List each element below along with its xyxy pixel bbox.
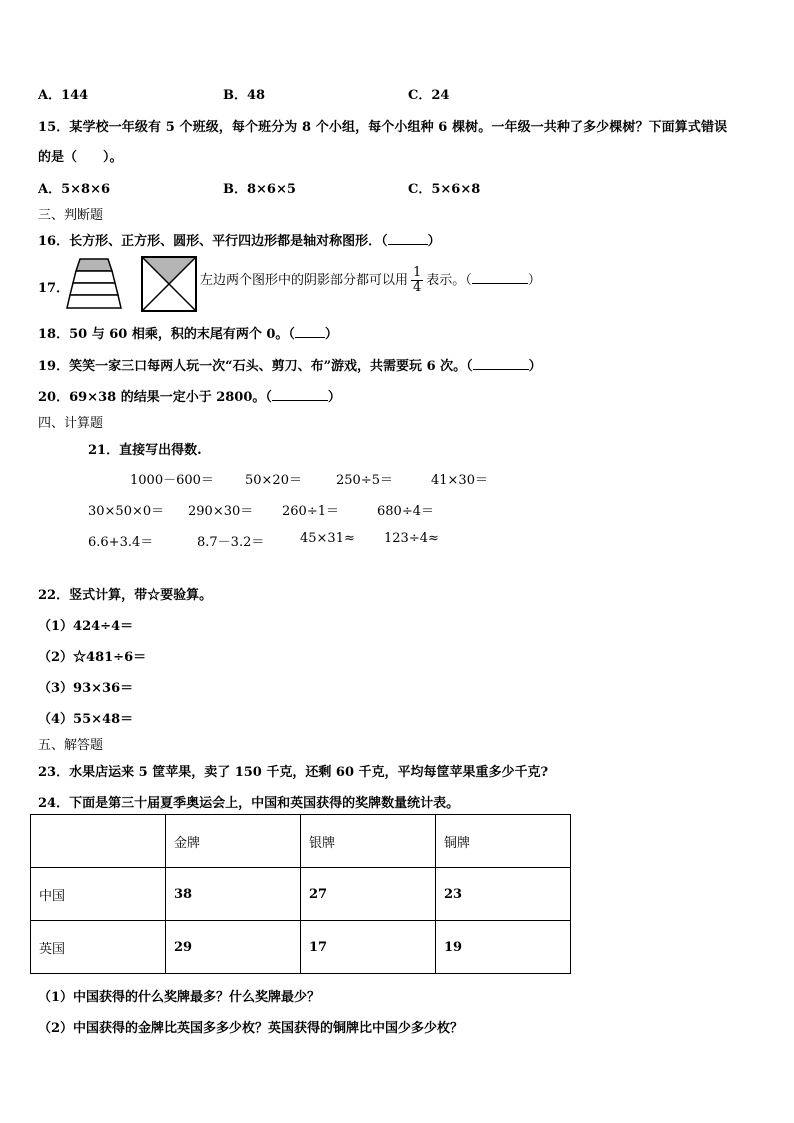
table-header-cell: 银牌 bbox=[301, 815, 436, 868]
trapezoid-figure bbox=[66, 257, 122, 313]
close-paren: ） bbox=[327, 390, 341, 405]
table-cell: 中国 bbox=[31, 868, 166, 921]
answer-blank[interactable] bbox=[272, 388, 328, 401]
answer-blank[interactable] bbox=[473, 357, 529, 370]
table-row bbox=[31, 921, 571, 974]
q21-expr: 250÷5＝ bbox=[336, 473, 393, 488]
q22-item-1: （1）424÷4＝ bbox=[38, 619, 134, 634]
q21-expr: 50×20＝ bbox=[245, 473, 302, 488]
close-paren: ） bbox=[527, 273, 541, 288]
q24-sub-2: （2）中国获得的金牌比英国多多少枚？英国获得的铜牌比中国少多少枚？ bbox=[38, 1021, 464, 1036]
q16-line bbox=[38, 230, 441, 249]
table-cell: 29 bbox=[166, 921, 301, 974]
table-cell: 27 bbox=[301, 868, 436, 921]
fraction-numerator: 1 bbox=[413, 265, 422, 280]
q19-line bbox=[38, 355, 542, 374]
q15-line1: 15．某学校一年级有 5 个班级，每个班分为 8 个小组，每个小组种 6 棵树。一年级一共种了多少棵树？下面算式错误 bbox=[38, 120, 728, 135]
q15-line2: 的是（ ）。 bbox=[38, 150, 123, 165]
q21-expr: 260÷1＝ bbox=[282, 504, 339, 519]
q14-option-a: A．144 bbox=[38, 88, 89, 103]
q21-expr: 123÷4≈ bbox=[384, 531, 439, 546]
fraction-one-quarter bbox=[411, 266, 423, 295]
table-header-cell: 金牌 bbox=[166, 815, 301, 868]
close-paren: ） bbox=[528, 359, 542, 374]
q15-option-b: B．8×6×5 bbox=[223, 182, 296, 197]
answer-blank[interactable] bbox=[472, 271, 528, 284]
q14-option-b: B．48 bbox=[223, 88, 266, 103]
q17-text-before: 左边两个图形中的阴影部分都可以用 bbox=[200, 273, 409, 288]
answer-blank[interactable] bbox=[388, 232, 428, 245]
q23-text: 23．水果店运来 5 筐苹果，卖了 150 千克，还剩 60 千克，平均每筐苹果重多少千克? bbox=[38, 765, 549, 780]
square-figure bbox=[140, 255, 198, 313]
q21-expr: 1000－600＝ bbox=[130, 473, 214, 488]
q18-text: 18．50 与 60 相乘，积的末尾有两个 0。（ bbox=[38, 327, 295, 342]
table-row bbox=[31, 868, 571, 921]
q19-text: 19．笑笑一家三口每两人玩一次“石头、剪刀、布”游戏，共需要玩 6 次。（ bbox=[38, 359, 473, 374]
q24-title: 24．下面是第三十届夏季奥运会上，中国和英国获得的奖牌数量统计表。 bbox=[38, 796, 460, 811]
q22-title: 22．竖式计算，带☆要验算。 bbox=[38, 588, 213, 603]
q24-sub-1: （1）中国获得的什么奖牌最多？什么奖牌最少？ bbox=[38, 990, 321, 1005]
q17-text-after: 表示。（ bbox=[426, 273, 472, 288]
q18-line bbox=[38, 323, 338, 342]
q21-expr: 45×31≈ bbox=[300, 531, 355, 546]
q21-expr: 680÷4＝ bbox=[377, 504, 434, 519]
table-header-cell: 铜牌 bbox=[436, 815, 571, 868]
q17-line bbox=[200, 266, 541, 295]
q21-expr: 41×30＝ bbox=[431, 473, 488, 488]
q15-option-a: A．5×8×6 bbox=[38, 182, 111, 197]
medal-table bbox=[30, 814, 571, 974]
table-cell: 19 bbox=[436, 921, 571, 974]
q20-text: 20．69×38 的结果一定小于 2800。（ bbox=[38, 390, 272, 405]
table-cell: 23 bbox=[436, 868, 571, 921]
table-cell: 38 bbox=[166, 868, 301, 921]
table-header-row bbox=[31, 815, 571, 868]
table-cell: 17 bbox=[301, 921, 436, 974]
q21-expr: 8.7－3.2＝ bbox=[197, 535, 265, 550]
q21-expr: 290×30＝ bbox=[188, 504, 254, 519]
fraction-denominator: 4 bbox=[413, 280, 422, 295]
section-heading-calculation: 四、计算题 bbox=[38, 416, 104, 431]
close-paren: ） bbox=[427, 234, 441, 249]
section-heading-word-problems: 五、解答题 bbox=[38, 738, 104, 753]
q21-expr: 6.6+3.4＝ bbox=[88, 535, 154, 550]
answer-blank[interactable] bbox=[295, 325, 325, 338]
q21-expr: 30×50×0＝ bbox=[88, 504, 165, 519]
q22-item-4: （4）55×48＝ bbox=[38, 712, 134, 727]
q14-option-c: C．24 bbox=[408, 88, 450, 103]
q15-option-c: C．5×6×8 bbox=[408, 182, 481, 197]
table-cell: 英国 bbox=[31, 921, 166, 974]
q20-line bbox=[38, 386, 341, 405]
table-header-cell bbox=[31, 815, 166, 868]
q16-text: 16．长方形、正方形、圆形、平行四边形都是轴对称图形．（ bbox=[38, 234, 388, 249]
q22-item-3: （3）93×36＝ bbox=[38, 681, 134, 696]
close-paren: ） bbox=[324, 327, 338, 342]
q17-number: 17． bbox=[38, 281, 70, 296]
section-heading-judgement: 三、判断题 bbox=[38, 208, 104, 223]
q21-title: 21．直接写出得数. bbox=[88, 443, 202, 458]
q22-item-2: （2）☆481÷6＝ bbox=[38, 650, 147, 665]
